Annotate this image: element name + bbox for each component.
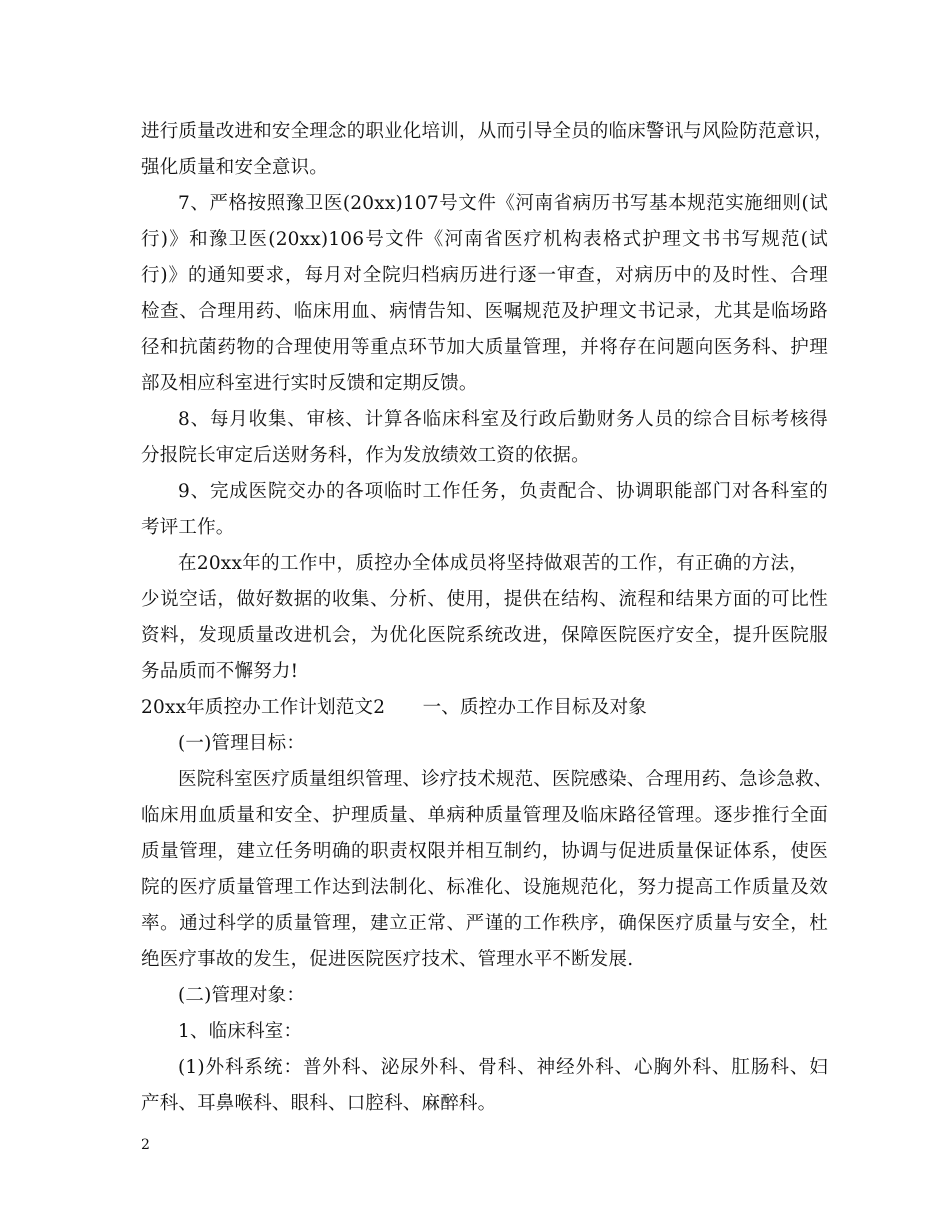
paragraph-line: 检查、合理用药、临床用血、病情告知、医嘱规范及护理文书记录，尤其是临场路 (141, 301, 828, 322)
paragraph-line: 资料，发现质量改进机会，为优化医院系统改进，保障医院医疗安全，提升医院服 (141, 625, 828, 646)
paragraph-line: 院的医疗质量管理工作达到法制化、标准化、设施规范化，努力提高工作质量及效 (141, 877, 828, 898)
paragraph-line: 少说空话，做好数据的收集、分析、使用，提供在结构、流程和结果方面的可比性 (141, 589, 828, 610)
paragraph-line: 率。通过科学的质量管理，建立正常、严谨的工作秩序，确保医疗质量与安全，杜 (141, 913, 828, 934)
subsection-heading: (二)管理对象： (178, 985, 306, 1006)
paragraph-line: 绝医疗事故的发生，促进医院医疗技术、管理水平不断发展. (141, 949, 634, 970)
list-item-9: 9、完成医院交办的各项临时工作任务，负责配合、协调职能部门对各科室的 (178, 481, 828, 502)
paragraph-line: 行)》和豫卫医(20xx)106号文件《河南省医疗机构表格式护理文书书写规范(试 (141, 229, 828, 250)
paragraph-line: 质量管理，建立任务明确的职责权限并相互制约，协调与促进质量保证体系，使医 (141, 841, 828, 862)
paragraph-line: 务品质而不懈努力! (141, 661, 299, 682)
paragraph-line: 进行质量改进和安全理念的职业化培训，从而引导全员的临床警讯与风险防范意识， (141, 121, 833, 142)
paragraph-line: 行)》的通知要求，每月对全院归档病历进行逐一审查，对病历中的及时性、合理 (141, 265, 828, 286)
paragraph-line: 考评工作。 (141, 517, 235, 538)
subsection-heading: (一)管理目标： (178, 733, 306, 754)
paragraph-line: 分报院长审定后送财务科，作为发放绩效工资的依据。 (141, 445, 590, 466)
paragraph-line: 医院科室医疗质量组织管理、诊疗技术规范、医院感染、合理用药、急诊急救、 (178, 769, 833, 790)
list-item: (1)外科系统：普外科、泌尿外科、骨科、神经外科、心胸外科、肛肠科、妇 (178, 1057, 828, 1078)
paragraph-line: 强化质量和安全意识。 (141, 157, 329, 178)
paragraph-line: 部及相应科室进行实时反馈和定期反馈。 (141, 373, 478, 394)
list-item-7: 7、严格按照豫卫医(20xx)107号文件《河南省病历书写基本规范实施细则(试 (178, 193, 828, 214)
list-item-8: 8、每月收集、审核、计算各临床科室及行政后勤财务人员的综合目标考核得 (178, 409, 828, 430)
paragraph-line: 在20xx年的工作中，质控办全体成员将坚持做艰苦的工作，有正确的方法， (178, 553, 808, 574)
paragraph-line: 临床用血质量和安全、护理质量、单病种质量管理及临床路径管理。逐步推行全面 (141, 805, 828, 826)
paragraph-line: 产科、耳鼻喉科、眼科、口腔科、麻醉科。 (141, 1093, 497, 1114)
list-item: 1、临床科室： (178, 1021, 303, 1042)
section-heading: 20xx年质控办工作计划范文2 一、质控办工作目标及对象 (141, 697, 647, 718)
page-number: 2 (141, 1137, 150, 1153)
paragraph-line: 径和抗菌药物的合理使用等重点环节加大质量管理，并将存在问题向医务科、护理 (141, 337, 828, 358)
